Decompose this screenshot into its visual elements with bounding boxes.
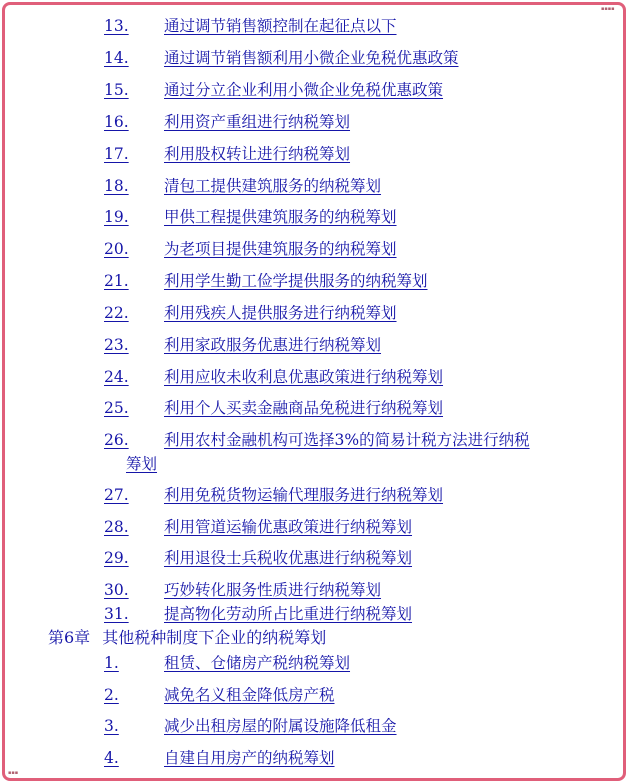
toc-item-title: 减少出租房屋的附属设施降低租金 bbox=[164, 717, 397, 735]
toc-item[interactable] bbox=[104, 604, 412, 624]
toc-item-number: 29. bbox=[104, 549, 129, 567]
toc-item-number: 13. bbox=[104, 17, 129, 35]
toc-item-number: 17. bbox=[104, 145, 129, 163]
toc-item[interactable] bbox=[104, 207, 397, 227]
toc-item-number: 26. bbox=[104, 431, 129, 449]
toc-item-title: 租赁、仓储房产税纳税筹划 bbox=[164, 654, 351, 672]
toc-item-number: 23. bbox=[104, 336, 129, 354]
toc-item-title: 通过调节销售额利用小微企业免税优惠政策 bbox=[164, 49, 459, 67]
toc-item-number: 24. bbox=[104, 368, 129, 386]
toc-item[interactable] bbox=[104, 271, 428, 291]
toc-item-number: 14. bbox=[104, 49, 129, 67]
toc-item[interactable] bbox=[104, 16, 397, 36]
toc-item[interactable] bbox=[104, 335, 381, 355]
toc-item-title: 利用家政服务优惠进行纳税筹划 bbox=[164, 336, 382, 354]
toc-item-title: 为老项目提供建筑服务的纳税筹划 bbox=[164, 240, 397, 258]
toc-item[interactable] bbox=[104, 398, 443, 418]
toc-item[interactable] bbox=[104, 716, 397, 736]
toc-item-title: 自建自用房产的纳税筹划 bbox=[164, 749, 335, 767]
toc-item[interactable] bbox=[104, 80, 443, 100]
corner-mark-bottom-left: ▪▪▪ bbox=[8, 770, 19, 776]
toc-item-number: 22. bbox=[104, 304, 129, 322]
toc-item-number: 30. bbox=[104, 581, 129, 599]
chapter-heading[interactable] bbox=[48, 627, 326, 649]
toc-item-title: 利用农村金融机构可选择3%的简易计税方法进行纳税 bbox=[164, 431, 530, 449]
toc-item[interactable] bbox=[104, 580, 381, 600]
toc-item-number: 1. bbox=[104, 654, 119, 672]
toc-item-number: 16. bbox=[104, 113, 129, 131]
toc-item-title: 利用残疾人提供服务进行纳税筹划 bbox=[164, 304, 397, 322]
toc-item[interactable] bbox=[104, 748, 335, 768]
toc-item-number: 27. bbox=[104, 486, 129, 504]
toc-item-number: 4. bbox=[104, 749, 119, 767]
toc-item-number: 18. bbox=[104, 177, 129, 195]
toc-item[interactable] bbox=[104, 176, 381, 196]
toc-item-number: 19. bbox=[104, 208, 129, 226]
toc-item-number: 31. bbox=[104, 605, 129, 623]
toc-item-title: 甲供工程提供建筑服务的纳税筹划 bbox=[164, 208, 397, 226]
toc-item-title: 利用资产重组进行纳税筹划 bbox=[164, 113, 351, 131]
toc-item[interactable] bbox=[104, 303, 397, 323]
toc-item[interactable] bbox=[104, 144, 350, 164]
toc-item-number: 25. bbox=[104, 399, 129, 417]
chapter-title: 其他税种制度下企业的纳税筹划 bbox=[102, 628, 327, 647]
corner-mark-top-right: ▪▪▪▪ bbox=[601, 6, 615, 12]
toc-item[interactable] bbox=[104, 112, 350, 132]
toc-item[interactable] bbox=[104, 485, 443, 505]
toc-item-number: 21. bbox=[104, 272, 129, 290]
toc-item[interactable] bbox=[104, 367, 443, 387]
toc-item-title: 巧妙转化服务性质进行纳税筹划 bbox=[164, 581, 382, 599]
toc-item-title: 利用退役士兵税收优惠进行纳税筹划 bbox=[164, 549, 413, 567]
chapter-number: 第6章 bbox=[48, 628, 91, 647]
toc-item[interactable] bbox=[104, 239, 397, 259]
toc-item[interactable] bbox=[104, 685, 335, 705]
toc-item-title: 通过分立企业利用小微企业免税优惠政策 bbox=[164, 81, 444, 99]
toc-item-number: 3. bbox=[104, 717, 119, 735]
toc-item-title: 利用应收未收利息优惠政策进行纳税筹划 bbox=[164, 368, 444, 386]
toc-item[interactable] bbox=[104, 517, 412, 537]
toc-item-title-continued: 筹划 bbox=[126, 455, 158, 473]
toc-item-title: 利用学生勤工俭学提供服务的纳税筹划 bbox=[164, 272, 428, 290]
toc-item-title: 通过调节销售额控制在起征点以下 bbox=[164, 17, 397, 35]
toc-item[interactable] bbox=[104, 48, 459, 68]
toc-item[interactable] bbox=[104, 428, 594, 476]
toc-item-number: 28. bbox=[104, 518, 129, 536]
toc-item-title: 减免名义租金降低房产税 bbox=[164, 686, 335, 704]
toc-item-title: 利用个人买卖金融商品免税进行纳税筹划 bbox=[164, 399, 444, 417]
toc-item-title: 利用股权转让进行纳税筹划 bbox=[164, 145, 351, 163]
toc-item[interactable] bbox=[104, 548, 412, 568]
toc-item-number: 2. bbox=[104, 686, 119, 704]
toc-item-title: 利用免税货物运输代理服务进行纳税筹划 bbox=[164, 486, 444, 504]
toc-item-title: 利用管道运输优惠政策进行纳税筹划 bbox=[164, 518, 413, 536]
toc-item-title: 提高物化劳动所占比重进行纳税筹划 bbox=[164, 605, 413, 623]
toc-item-number: 20. bbox=[104, 240, 129, 258]
toc-item-number: 15. bbox=[104, 81, 129, 99]
toc-item-title: 清包工提供建筑服务的纳税筹划 bbox=[164, 177, 382, 195]
toc-item[interactable] bbox=[104, 653, 350, 673]
